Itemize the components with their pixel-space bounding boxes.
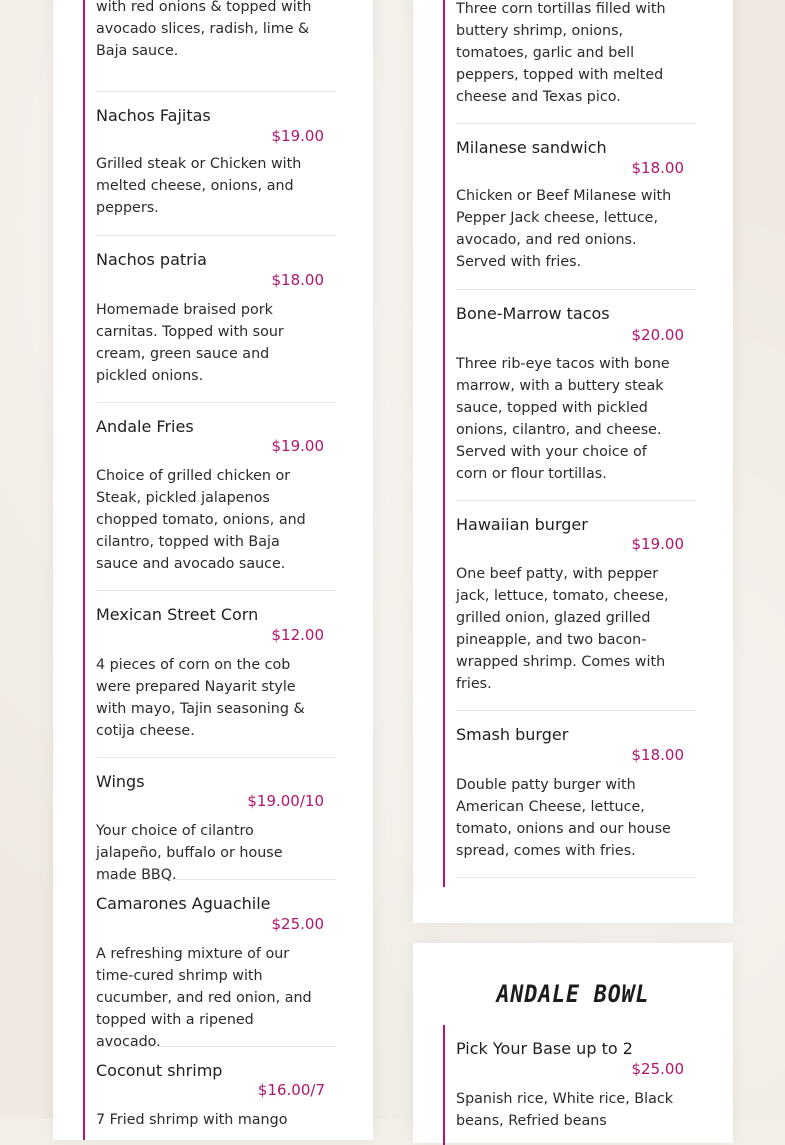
item-name: Nachos patria (96, 250, 207, 269)
item-description: with red onions & topped with avocado slices, radish, lime & Baja sauce. (96, 0, 312, 59)
item-description: Three corn tortillas filled with buttery shrimp, onions, tomatoes, garlic and bell peppers, topped with melted cheese and Texas pico. (456, 1, 666, 105)
item-price: $19.00 (271, 437, 324, 455)
item-price: $19.00/10 (247, 792, 324, 810)
menu-item (456, 1039, 696, 1139)
item-name: Mexican Street Corn (96, 605, 259, 624)
menu-item (456, 304, 696, 501)
item-name: Coconut shrimp (96, 1061, 223, 1080)
menu-item (96, 772, 336, 883)
item-name: Camarones Aguachile (96, 894, 271, 913)
item-name: Bone-Marrow tacos (456, 304, 610, 323)
item-description: Choice of grilled chicken or Steak, pickled jalapenos chopped tomato, onions, and cilantro, topped with Baja sauce and avocado sauce. (96, 468, 306, 572)
menu-list-right (443, 0, 696, 887)
item-name: Milanese sandwich (456, 138, 607, 157)
menu-item (456, 138, 696, 290)
item-name: Wings (96, 772, 145, 791)
menu-item (96, 605, 336, 758)
menu-item (96, 894, 336, 1050)
item-description: Double patty burger with American Cheese, lettuce, tomato, onions and our house spread, comes with fries. (456, 777, 671, 859)
item-price: $25.00 (631, 1060, 684, 1078)
item-name: Nachos Fajitas (96, 106, 211, 125)
menu-item (96, 417, 336, 591)
item-description: Your choice of cilantro jalapeño, buffalo or house made BBQ. (96, 823, 283, 883)
menu-item (456, 515, 696, 711)
menu-item (96, 1061, 336, 1141)
item-description: 4 pieces of corn on the cob were prepared Nayarit style with mayo, Tajin seasoning & cotija cheese. (96, 657, 305, 739)
item-price: $18.00 (271, 271, 324, 289)
item-description: 7 Fried shrimp with mango (96, 1112, 288, 1128)
menu-item (96, 106, 336, 236)
item-name: Pick Your Base up to 2 (456, 1039, 633, 1058)
item-price: $12.00 (271, 626, 324, 644)
menu-item (96, 250, 336, 403)
item-description: One beef patty, with pepper jack, lettuce, tomato, cheese, grilled onion, glazed grilled pineapple, and two bacon-wrapped shrimp. Comes with fries. (456, 566, 669, 692)
item-price: $18.00 (631, 746, 684, 764)
item-description: Homemade braised pork carnitas. Topped with sour cream, green sauce and pickled onions. (96, 302, 284, 384)
item-description: Three rib-eye tacos with bone marrow, with a buttery steak sauce, topped with pickled onions, cilantro, and cheese. Served with your choice of corn or flour tortillas. (456, 356, 670, 482)
menu-list-left (83, 0, 336, 1140)
item-price: $20.00 (631, 326, 684, 344)
item-price: $16.00/7 (257, 1081, 325, 1099)
item-price: $18.00 (631, 159, 684, 177)
section-title: ANDALE BOWL (496, 980, 650, 1008)
item-price: $19.00 (631, 535, 684, 553)
item-description: Grilled steak or Chicken with melted cheese, onions, and peppers. (96, 156, 302, 216)
item-price: $25.00 (271, 915, 324, 933)
item-name: Andale Fries (96, 417, 194, 436)
item-description: Spanish rice, White rice, Black beans, Refried beans (456, 1091, 673, 1129)
item-name: Hawaiian burger (456, 515, 588, 534)
bowl-list (443, 1025, 696, 1145)
menu-item (96, 0, 336, 92)
item-name: Smash burger (456, 725, 569, 744)
item-price: $19.00 (271, 127, 324, 145)
menu-item (456, 0, 696, 124)
menu-item (456, 725, 696, 878)
item-description: A refreshing mixture of our time-cured shrimp with cucumber, and red onion, and topped with a ripened avocado. (96, 946, 312, 1050)
item-description: Chicken or Beef Milanese with Pepper Jack cheese, lettuce, avocado, and red onions. Served with fries. (456, 188, 672, 270)
